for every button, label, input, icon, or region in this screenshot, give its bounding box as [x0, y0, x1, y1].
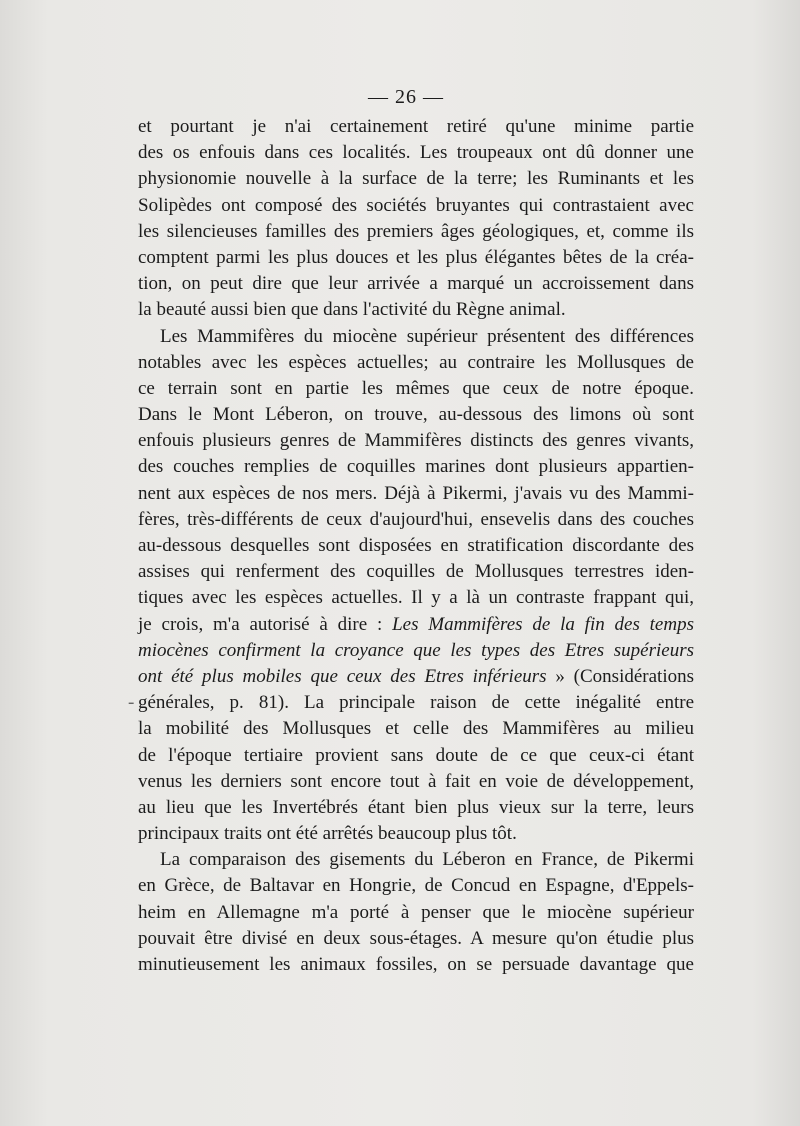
text-line-with-quote	[138, 638, 694, 664]
text-line: heim en Allemagne m'a porté à penser que le miocène supérieur	[138, 901, 694, 923]
text-line: la mobilité des Mollusques et celle des Mammifères au milieu	[138, 718, 694, 740]
text-line: ce terrain sont en partie les mêmes que ceux de notre époque.	[138, 377, 694, 399]
text-line: - générales, p. 81). La principale raison de cette inégalité entre	[138, 690, 694, 716]
text-line: Dans le Mont Léberon, on trouve, au-dessous des limons où sont	[138, 404, 694, 426]
text-line: la beauté aussi bien que dans l'activité du Règne animal.	[138, 299, 566, 321]
text-line: principaux traits ont été arrêtés beaucoup plus tôt.	[138, 823, 517, 845]
text-line: minutieusement les animaux fossiles, on se persuade davantage que	[138, 954, 694, 975]
text-line: enfouis plusieurs genres de Mammifères distincts des genres vivants,	[138, 430, 694, 452]
paragraph-start-line: La comparaison des gisements du Léberon en France, de Pikermi	[160, 849, 694, 871]
text-line: notables avec les espèces actuelles; au contraire les Mollusques de	[138, 351, 694, 373]
text-line: en Grèce, de Baltavar en Hongrie, de Concud en Espagne, d'Eppels-	[138, 875, 694, 897]
body-text	[138, 114, 694, 978]
paragraph-start-line: Les Mammifères du miocène supérieur présentent des différences	[160, 325, 694, 347]
text-line: tion, on peut dire que leur arrivée a marqué un accroissement dans	[138, 273, 694, 295]
italic-quote: miocènes confirment la croyance que les types des Etres supérieurs	[138, 639, 694, 661]
text-line: les silencieuses familles des premiers âges géologiques, et, comme ils	[138, 220, 694, 242]
text-line: de l'époque tertiaire provient sans doute de ce que ceux-ci étant	[138, 744, 694, 766]
text-line: nent aux espèces de nos mers. Déjà à Pikermi, j'avais vu des Mammi-	[138, 482, 694, 504]
text-line: au lieu que les Invertébrés étant bien plus vieux sur la terre, leurs	[138, 796, 694, 818]
text-line: venus les derniers sont encore tout à fait en voie de développement,	[138, 770, 694, 792]
citation-text: » (Considérations	[546, 665, 694, 687]
italic-quote: ont été plus mobiles que ceux des Etres inférieurs	[138, 665, 547, 687]
text-line: Solipèdes ont composé des sociétés bruyantes qui contrastaient avec	[138, 194, 694, 216]
text-line: des os enfouis dans ces localités. Les troupeaux ont dû donner une	[138, 142, 694, 164]
text-line: assises qui renferment des coquilles de Mollusques terrestres iden-	[138, 561, 694, 583]
text-line: fères, très-différents de ceux d'aujourd'hui, ensevelis dans des couches	[138, 508, 694, 530]
text-line: des couches remplies de coquilles marines dont plusieurs appartien-	[138, 456, 694, 478]
text-line: tiques avec les espèces actuelles. Il y a là un contraste frappant qui,	[138, 587, 694, 609]
quote-lead-in: je crois, m'a autorisé à dire :	[138, 613, 393, 635]
text-line-with-quote	[138, 664, 694, 690]
page-number: — 26 —	[368, 86, 444, 108]
text-line: et pourtant je n'ai certainement retiré qu'une minime partie	[138, 116, 694, 137]
italic-quote: Les Mammifères de la fin des temps	[392, 613, 694, 635]
text-line: pouvait être divisé en deux sous-étages. A mesure qu'on étudie plus	[138, 927, 694, 949]
text-line: comptent parmi les plus douces et les plus élégantes bêtes de la créa-	[138, 246, 694, 268]
text-line: au-dessous desquelles sont disposées en stratification discordante des	[138, 535, 694, 556]
text-line: physionomie nouvelle à la surface de la terre; les Ruminants et les	[138, 168, 694, 190]
text-line-with-quote	[138, 612, 694, 638]
